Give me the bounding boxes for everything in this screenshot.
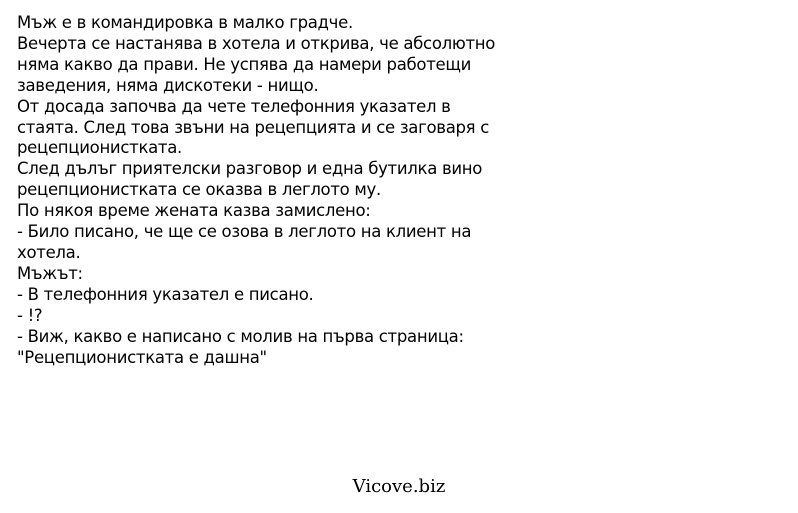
joke-line: Мъж е в командировка в малко градче. xyxy=(17,13,353,32)
joke-line: рецепционистката. xyxy=(17,138,182,158)
site-watermark: Vicove.biz xyxy=(352,476,446,497)
joke-line: След дълъг приятелски разговор и една бутилка вино xyxy=(17,159,483,179)
joke-line: стаята. След това звъни на рецепцията и се заговаря с xyxy=(17,117,490,137)
joke-line: - Било писано, че ще се озова в леглото на клиент на xyxy=(17,222,472,242)
joke-line: По някоя време жената казва замислено: xyxy=(17,201,371,221)
joke-line: - Виж, какво е написано с молив на първа страница: xyxy=(17,326,464,346)
joke-line: - !? xyxy=(17,305,43,325)
joke-line: хотела. xyxy=(17,242,81,262)
joke-line: Мъжът: xyxy=(17,263,83,283)
joke-line: Вечерта се настанява в хотела и открива, че абсолютно xyxy=(17,33,496,53)
joke-line: рецепционистката се оказва в леглото му. xyxy=(17,180,381,200)
joke-text xyxy=(17,13,777,368)
joke-line: "Рецепционистката е дашна" xyxy=(17,347,267,367)
joke-line: няма какво да прави. Не успява да намери работещи xyxy=(17,54,472,74)
joke-line: заведения, няма дискотеки - нищо. xyxy=(17,75,319,95)
joke-line: - В телефонния указател е писано. xyxy=(17,284,314,304)
joke-line: От досада започва да чете телефонния указател в xyxy=(17,96,451,116)
